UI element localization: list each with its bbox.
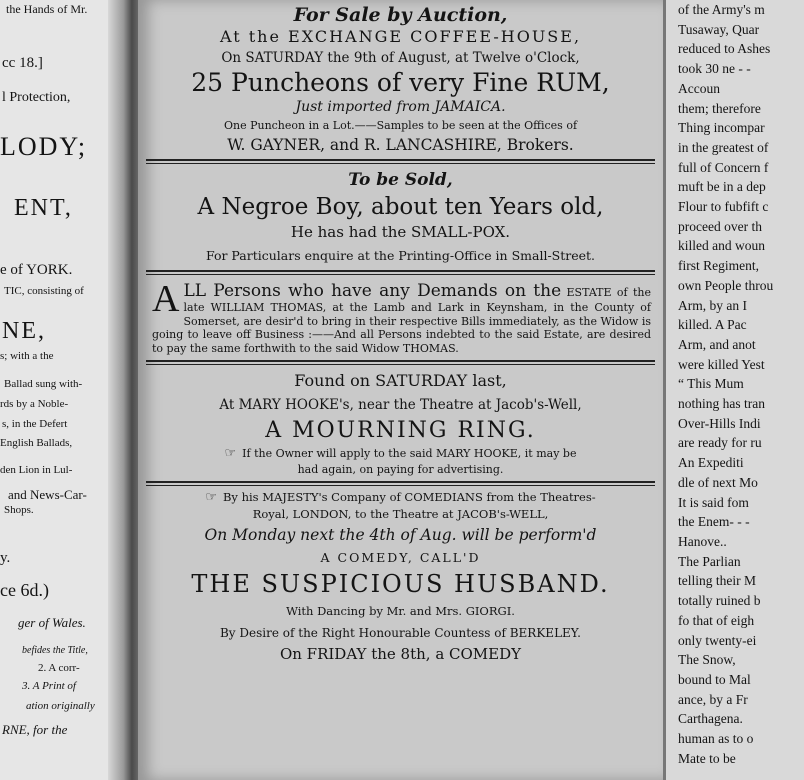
news-column-line: muft be in a dep (678, 179, 766, 195)
news-column-line: the Enem- - - (678, 514, 750, 530)
found-notice (138, 368, 663, 478)
left-page-line: English Ballads, (0, 437, 73, 449)
news-column-line: only twenty-ei (678, 632, 757, 648)
theatre-genre: A COMEDY, CALL'D (320, 550, 481, 566)
news-column-line: The Snow, (678, 652, 736, 668)
auction-heading: For Sale by Auction, (293, 4, 508, 26)
sale-advertisement (138, 167, 663, 267)
news-column-line: Arm, and anot (678, 336, 756, 352)
news-column-line: Thing incompar (678, 120, 765, 136)
advertisement-column (138, 0, 663, 780)
left-page-line: rds by a Noble- (0, 398, 69, 410)
divider (146, 159, 655, 164)
news-column-line: It is said fom (678, 494, 749, 510)
divider (146, 270, 655, 275)
news-column-line: full of Concern f (678, 159, 769, 175)
divider (146, 481, 655, 486)
auction-date: On SATURDAY the 9th of August, at Twelve o'Clock, (221, 50, 580, 66)
news-column-line: human as to o (678, 731, 754, 747)
news-column-line: Mate to be (678, 750, 736, 766)
divider (146, 360, 655, 365)
page-gutter (108, 0, 142, 780)
play-title: THE SUSPICIOUS HUSBAND. (191, 570, 610, 599)
news-column-line: took 30 ne - - (678, 61, 751, 77)
news-column-line: them; therefore (678, 100, 761, 116)
auction-advertisement (138, 4, 663, 156)
left-page-line: 3. A Print of (22, 680, 76, 692)
news-column-line: are ready for ru (678, 435, 762, 451)
news-column-line: fo that of eigh (678, 612, 755, 628)
theatre-patron: By Desire of the Right Honourable Countess of BERKELEY. (219, 626, 581, 641)
theatre-venue: Royal, LONDON, to the Theatre at JACOB's-WELL, (252, 507, 549, 522)
theatre-dancing: With Dancing by Mr. and Mrs. GIORGI. (286, 604, 515, 619)
theatre-next: On FRIDAY the 8th, a COMEDY (279, 645, 522, 664)
news-column-line: dle of next Mo (678, 474, 758, 490)
found-item: A MOURNING RING. (265, 418, 536, 444)
pointing-hand-icon: ☞ (205, 490, 217, 506)
news-column-line: Hanove.. (678, 533, 727, 549)
news-column-line: first Regiment, (678, 258, 759, 274)
news-column-line: nothing has tran (678, 396, 765, 412)
news-column-text (666, 0, 804, 768)
news-column-line: Carthagena. (678, 711, 743, 727)
news-column-line: ance, by a Fr (678, 691, 748, 707)
estate-first-line: LL Persons who have any Demands on the (183, 281, 562, 301)
found-location: At MARY HOOKE's, near the Theatre at Jacob's-Well, (219, 397, 582, 414)
sale-enquiry: For Particulars enquire at the Printing-Office in Small-Street. (205, 248, 596, 263)
news-column-line: bound to Mal (678, 671, 751, 687)
left-page-line: befides the Title, (22, 645, 88, 656)
news-column-line: reduced to Ashes (678, 41, 771, 57)
news-column-line: Over-Hills Indi (678, 415, 761, 431)
left-page-line: ation originally (26, 700, 95, 712)
estate-notice (138, 278, 663, 357)
auction-origin: Just imported from JAMAICA. (295, 99, 506, 115)
left-page-line: ENT, (14, 195, 73, 221)
left-page-line: RNE, for the (2, 722, 68, 737)
theatre-date: On Monday next the 4th of Aug. will be perform'd (204, 526, 597, 545)
left-page-line: cc 18.] (2, 55, 43, 71)
news-column-line: were killed Yest (678, 356, 765, 372)
news-column-line: of the Army's m (678, 2, 765, 17)
news-column-line: in the greatest of (678, 139, 769, 155)
left-page-line: l Protection, (2, 90, 71, 105)
found-instructions: If the Owner will apply to the said MARY HOOKE, it may be (242, 447, 577, 461)
left-page-line: s, in the Defert (2, 418, 68, 430)
drop-cap: A (152, 278, 180, 320)
left-page-line: LODY; (0, 132, 88, 161)
left-page-line: s; with a the (0, 350, 54, 362)
left-page-line: the Hands of Mr. (6, 2, 88, 16)
left-page-line: NE, (2, 318, 46, 344)
sale-detail: He has had the SMALL-POX. (290, 223, 511, 241)
news-column-line: The Parlian (678, 553, 741, 569)
news-column-line: totally ruined b (678, 593, 761, 609)
left-page (0, 0, 120, 780)
left-page-line: 2. A corr- (38, 662, 80, 674)
estate-body: ESTATE of the late WILLIAM THOMAS, at the Lamb and Lark in Keynsham, in the County of Somerset, are desir'd to bring in their respective Bills immediately, as the Widow is going to leave off Business :——And all Persons indebted to the said Estate, are desired to pay the same forthwith to the said Widow THOMAS. (152, 286, 651, 355)
news-column-line: Arm, by an I (678, 297, 747, 313)
news-column-line: killed. A Pac (678, 317, 747, 333)
left-page-line: ger of Wales. (18, 615, 86, 630)
pointing-hand-icon: ☞ (224, 446, 237, 462)
auction-item: 25 Puncheons of very Fine RUM, (191, 68, 610, 97)
news-column-line: Accoun (678, 80, 720, 96)
auction-samples: One Puncheon in a Lot.——Samples to be seen at the Offices of (223, 119, 578, 132)
news-column-line: Tusaway, Quar (678, 21, 760, 37)
sale-heading: To be Sold, (348, 170, 453, 190)
theatre-advertisement (138, 489, 663, 664)
left-page-line: and News-Car- (8, 487, 87, 502)
news-column-line: killed and woun (678, 238, 765, 254)
left-page-line: ce 6d.) (0, 580, 49, 600)
news-column-line: proceed over th (678, 218, 762, 234)
theatre-company: By his MAJESTY's Company of COMEDIANS from the Theatres- (222, 490, 596, 505)
left-page-line: y. (0, 550, 11, 566)
sale-subject: A Negroe Boy, about ten Years old, (197, 194, 604, 220)
left-page-line: TIC, consisting of (4, 285, 84, 297)
news-column-line: An Expediti (678, 455, 744, 471)
found-instructions-cont: had again, on paying for advertising. (297, 463, 504, 477)
news-column-line: telling their M (678, 573, 756, 589)
left-page-line: e of YORK. (0, 262, 73, 278)
left-page-line: Shops. (4, 504, 34, 516)
left-page-line: den Lion in Lul- (0, 464, 73, 476)
found-heading: Found on SATURDAY last, (294, 371, 507, 391)
news-column-line: Flour to fubfift c (678, 199, 769, 215)
news-column-line: own People throu (678, 277, 774, 293)
auction-brokers: W. GAYNER, and R. LANCASHIRE, Brokers. (227, 136, 574, 154)
left-page-line: Ballad sung with- (4, 378, 83, 390)
news-column (663, 0, 804, 780)
auction-venue: At the EXCHANGE COFFEE-HOUSE, (219, 27, 582, 46)
news-column-line: “ This Mum (678, 376, 744, 392)
